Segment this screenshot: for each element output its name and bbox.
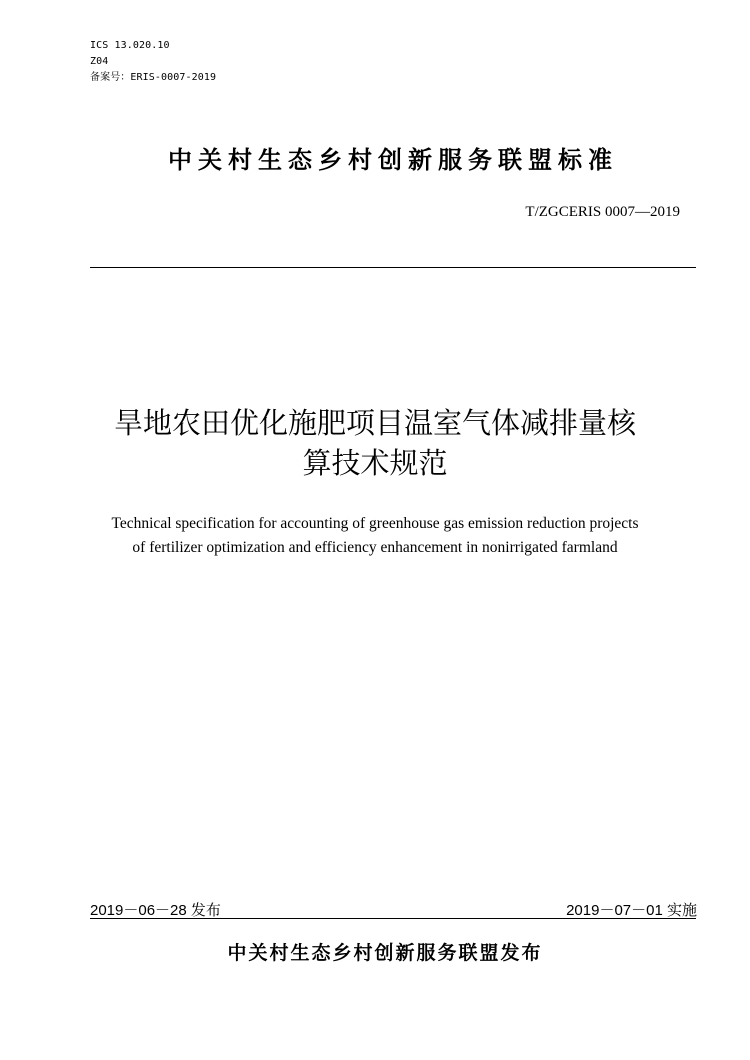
ccs-code: Z04 [90,56,109,67]
top-divider [90,267,696,268]
implementation-date: 2019－07－01 实施 [566,902,697,919]
organization-standard-title: 中关村生态乡村创新服务联盟标准 [168,146,618,174]
publisher: 中关村生态乡村创新服务联盟发布 [227,942,543,964]
filing-number: 备案号：ERIS-0007-2019 [90,72,217,83]
ics-code: ICS 13.020.10 [90,40,170,51]
english-title-line-2: of fertilizer optimization and efficiency enhancement in nonirrigated farmland [132,539,618,556]
classification-block [90,38,216,86]
bottom-divider [90,918,696,919]
chinese-title-line-1: 旱地农田优化施肥项目温室气体减排量核 [113,406,636,440]
publish-date: 2019－06－28 发布 [90,902,221,919]
chinese-title [40,403,710,483]
english-title [40,512,710,560]
english-title-line-1: Technical specification for accounting of greenhouse gas emission reduction projects [111,515,639,532]
chinese-title-line-2: 算技术规范 [302,446,448,480]
standard-number: T/ZGCERIS 0007—2019 [525,204,680,220]
